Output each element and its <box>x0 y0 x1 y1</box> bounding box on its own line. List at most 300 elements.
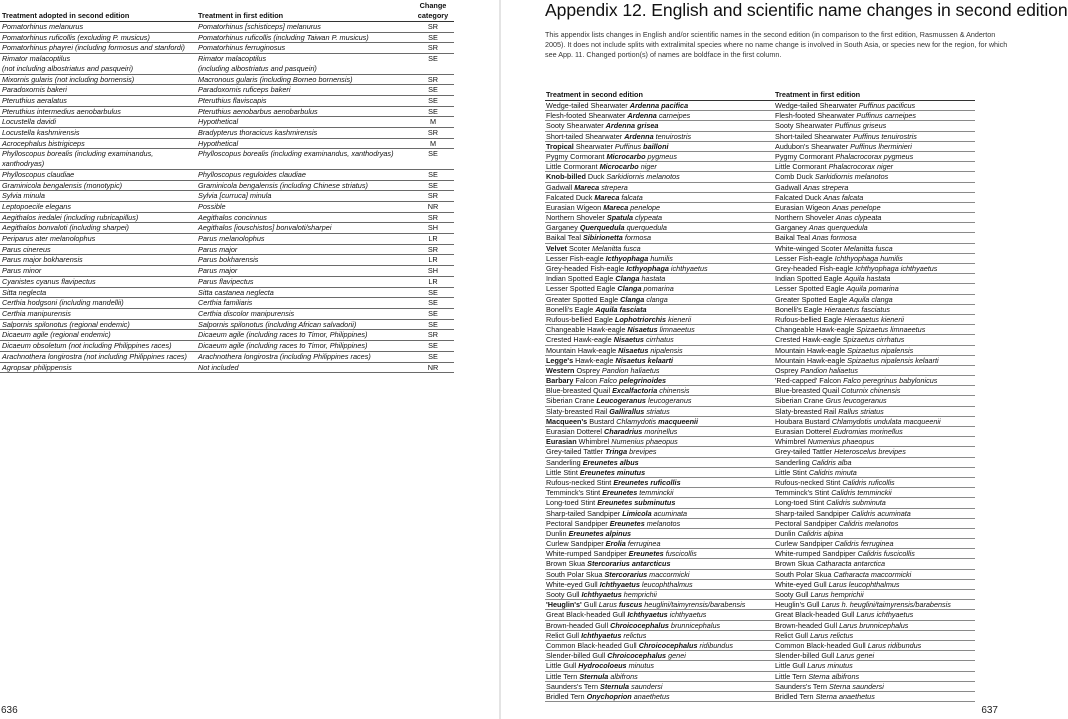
first-edition-cell <box>198 149 412 159</box>
name-segment: Anas clypeata <box>835 213 882 223</box>
second-edition-cell <box>546 172 680 181</box>
name-segment: Nisaetus <box>618 345 649 355</box>
first-edition-cell <box>775 539 894 548</box>
second-edition-name: Parus cinereus <box>2 244 51 254</box>
second-edition-cell <box>2 330 196 340</box>
first-edition-cell <box>198 309 412 319</box>
table-row <box>545 529 975 539</box>
header-first-edition: Treatment in first edition <box>775 90 861 99</box>
first-edition-name: Parus major <box>198 244 238 254</box>
name-segment: temminckii <box>637 488 674 498</box>
name-segment: Excalfactoria <box>612 386 658 396</box>
name-segment: Calidris acuminata <box>851 508 911 518</box>
name-segment: cirrhatus <box>643 335 674 345</box>
table-row <box>0 117 454 128</box>
second-edition-cell <box>2 352 196 362</box>
second-edition-cell <box>546 509 687 518</box>
second-edition-cell <box>2 320 196 330</box>
name-segment: Ardenna <box>624 131 654 141</box>
second-edition-name: Phylloscopus claudiae <box>2 169 75 179</box>
name-segment: Mountain Hawk-eagle <box>775 345 848 355</box>
name-segment: Anas strepera <box>803 182 849 192</box>
second-edition-name: Periparus ater melanolophus <box>2 234 96 244</box>
name-segment: Pygmy Cormorant <box>546 151 607 161</box>
first-edition-cell <box>775 559 885 568</box>
name-segment: pelegrinoides <box>618 376 667 386</box>
name-segment: Larus ichthyaetus <box>856 610 914 620</box>
table-row <box>545 244 975 254</box>
name-segment: Dunlin <box>775 528 798 538</box>
name-segment: Velvet <box>546 243 567 253</box>
table-row <box>0 33 454 44</box>
second-edition-cell <box>2 298 196 308</box>
change-category: SR <box>427 191 439 201</box>
table-row <box>545 468 975 478</box>
table-row <box>545 692 975 702</box>
change-category: SE <box>428 341 438 351</box>
first-edition-name: (including albostriatus and pasqueiri) <box>198 63 317 73</box>
first-edition-cell <box>775 672 859 681</box>
name-segment: Comb Duck <box>775 172 815 182</box>
table-row <box>0 139 454 150</box>
table-row <box>545 335 975 345</box>
name-segment: Grey-headed Fish-eagle <box>775 264 856 273</box>
name-segment: chinensis <box>657 386 690 396</box>
second-edition-name: Certhia hodgsoni (including mandellii) <box>2 298 124 308</box>
first-edition-cell <box>198 128 412 138</box>
second-edition-cell <box>546 692 670 701</box>
second-edition-cell <box>546 233 651 242</box>
name-segment: Catharacta antarctica <box>816 559 886 569</box>
name-segment: Greater Spotted Eagle <box>775 294 850 304</box>
second-edition-name: Dicaeum agile (regional endemic) <box>2 330 111 340</box>
second-edition-name: Agropsar philippensis <box>2 362 72 372</box>
name-segment: clypeata <box>633 213 663 223</box>
name-segment: Greater Spotted Eagle <box>546 294 621 304</box>
first-edition-name: Certhia discolor manipurensis <box>198 308 295 318</box>
name-segment: White-rumped Sandpiper <box>775 549 858 559</box>
name-segment: Scoter <box>566 243 592 253</box>
first-edition-cell <box>775 488 892 497</box>
name-segment: hemprichii <box>621 590 657 599</box>
first-edition-cell <box>775 570 911 579</box>
first-edition-cell <box>775 305 890 314</box>
change-category: SE <box>428 54 438 64</box>
first-edition-name: Dicaeum agile (including races to Timor, Philippines) <box>198 341 368 351</box>
name-segment: Falco <box>599 376 619 386</box>
first-edition-cell <box>775 142 912 151</box>
name-segment: Falcated Duck <box>546 192 595 202</box>
name-segment: maccormicki <box>647 569 690 579</box>
second-edition-cell <box>2 277 196 287</box>
name-segment: Calidris ferruginea <box>834 539 894 549</box>
name-segment: Calidris alba <box>811 457 852 467</box>
name-segment: Saunders's Tern <box>775 681 830 691</box>
second-edition-cell <box>546 559 671 568</box>
table-row <box>545 580 975 590</box>
table-row <box>0 266 454 277</box>
table-row <box>0 320 454 331</box>
table-row <box>545 641 975 651</box>
second-edition-cell <box>2 202 196 212</box>
table-row <box>545 172 975 182</box>
name-segment: Larus h. heuglini/taimyrensis/barabensis <box>821 600 951 610</box>
name-segment: morinellus <box>642 427 678 436</box>
name-segment: penelope <box>628 202 661 212</box>
table-row <box>545 407 975 417</box>
change-category: SE <box>428 319 438 329</box>
first-edition-cell <box>775 132 917 141</box>
first-edition-cell <box>198 117 412 127</box>
first-edition-cell <box>775 223 868 232</box>
second-edition-cell <box>546 284 674 293</box>
second-edition-cell <box>546 335 674 344</box>
table-row <box>545 346 975 356</box>
first-edition-cell <box>775 509 911 518</box>
first-edition-cell <box>775 366 858 375</box>
name-segment: Sooty Shearwater <box>775 121 835 131</box>
second-edition-cell <box>546 539 660 548</box>
name-segment: Gallirallus <box>609 406 645 416</box>
header-change-category: Change category <box>417 1 449 20</box>
table-row <box>545 458 975 468</box>
table-row <box>545 590 975 600</box>
first-edition-name: Paradoxornis ruficeps bakeri <box>198 85 291 95</box>
name-segment: macqueenii <box>658 416 699 426</box>
name-segment: Sterna saundersi <box>829 681 884 691</box>
name-segment: Falcated Duck <box>775 192 824 202</box>
second-edition-cell <box>546 305 647 314</box>
second-edition-cell <box>546 651 686 660</box>
first-edition-cell <box>198 75 412 85</box>
table-row <box>545 488 975 498</box>
name-segment: Knob-billed <box>546 172 586 182</box>
page-number: 636 <box>1 705 18 716</box>
table-row <box>545 396 975 406</box>
name-segment: Icthyophaga <box>605 253 649 263</box>
name-segment: Hieraaetus kienerii <box>843 314 904 324</box>
second-edition-name: Aegithalos bonvaloti (including sharpei) <box>2 223 129 233</box>
first-edition-name: Hypothetical <box>198 117 239 127</box>
second-edition-cell <box>546 244 641 253</box>
first-edition-cell <box>775 447 906 456</box>
table-row <box>545 539 975 549</box>
table-row <box>545 386 975 396</box>
name-segment: White-eyed Gull <box>775 579 829 589</box>
name-segment: Flesh-footed Shearwater <box>546 111 628 121</box>
second-edition-cell <box>546 478 681 487</box>
second-edition-cell <box>2 234 196 244</box>
name-segment: Puffinus tenuirostris <box>853 131 917 141</box>
first-edition-name: Phylloscopus reguloides claudiae <box>198 169 306 179</box>
table-row <box>545 417 975 427</box>
name-segment: falcata <box>619 192 643 202</box>
first-edition-cell <box>775 346 913 355</box>
name-segment: Sternula <box>600 681 630 691</box>
name-segment: albifrons <box>608 671 638 681</box>
change-category: M <box>429 117 437 127</box>
table-row <box>545 132 975 142</box>
second-edition-cell <box>546 672 638 681</box>
first-edition-cell <box>198 245 412 255</box>
table-row <box>0 202 454 213</box>
table-row <box>545 672 975 682</box>
name-segment: brunnicephalus <box>668 620 721 630</box>
second-edition-cell <box>546 396 691 405</box>
name-segment: fuscus <box>618 600 643 610</box>
first-edition-name: Pomatorhinus ruficollis (including Taiwan P. musicus) <box>198 32 369 42</box>
name-segment: nipalensis <box>648 345 683 355</box>
name-segment: Western <box>546 365 575 375</box>
name-segment: Ichthyaetus <box>581 590 622 599</box>
first-edition-name: Phylloscopus borealis (including examinandus, xanthodryas) <box>198 149 394 159</box>
first-edition-name: Certhia familiaris <box>198 298 253 308</box>
second-edition-cell <box>546 152 677 161</box>
name-segment: Sooty Gull <box>546 590 582 599</box>
name-segment: Baikal Teal <box>546 233 583 243</box>
name-segment: Little Stint <box>775 467 809 477</box>
second-edition-cell <box>546 356 673 365</box>
table-row <box>0 245 454 256</box>
first-edition-cell <box>775 203 881 212</box>
name-segment: Numenius phaeopus <box>611 437 678 447</box>
second-edition-cell <box>2 54 196 73</box>
table-row <box>545 559 975 569</box>
table-row <box>545 162 975 172</box>
change-category: SE <box>428 149 438 159</box>
name-segment: Little Gull <box>546 661 579 671</box>
name-segment: Bonelli's Eagle <box>546 304 596 314</box>
name-segment: Northern Shoveler <box>546 213 607 223</box>
name-segment: Whimbrel <box>576 437 612 447</box>
second-edition-cell <box>546 366 660 375</box>
name-segment: Anas formosa <box>811 233 857 243</box>
second-edition-cell <box>2 245 196 255</box>
name-segment: Rufous-bellied Eagle <box>546 314 615 324</box>
name-segment: Grey-headed Fish-eagle <box>546 264 627 273</box>
table-row <box>545 223 975 233</box>
change-category: SR <box>427 128 439 138</box>
second-edition-cell <box>2 181 196 191</box>
first-edition-cell <box>198 234 412 244</box>
first-edition-cell <box>198 255 412 265</box>
second-edition-cell <box>546 142 669 151</box>
header-second-edition: Treatment adopted in second edition <box>2 11 130 20</box>
second-edition-name: (not including albostriatus and pasqueiri) <box>2 63 134 73</box>
first-edition-cell <box>775 264 937 273</box>
name-segment: Calidris minuta <box>808 467 857 477</box>
name-segment: White-winged Scoter <box>775 243 844 253</box>
first-edition-cell <box>198 202 412 212</box>
name-segment: Clanga <box>615 274 640 284</box>
table-row <box>0 288 454 299</box>
table-row <box>545 305 975 315</box>
name-segment: Little Tern <box>546 671 580 681</box>
name-segment: Lesser Spotted Eagle <box>546 284 618 294</box>
name-segment: Ichthyophaga humilis <box>834 253 903 263</box>
second-edition-name: Acrocephalus bistrigiceps <box>2 138 85 148</box>
second-edition-cell <box>546 213 662 222</box>
second-edition-cell <box>2 107 196 117</box>
second-edition-name: Pomatorhinus phayrei (including formosus and stanfordi) <box>2 43 185 53</box>
second-edition-name: Leptopoecile elegans <box>2 201 71 211</box>
second-edition-name: Pomatorhinus melanurus <box>2 22 84 31</box>
first-edition-cell <box>198 298 412 308</box>
table-row <box>545 498 975 508</box>
name-segment: Little Tern <box>775 671 809 681</box>
name-segment: Garganey <box>775 223 809 233</box>
name-segment: Larus <box>598 600 619 610</box>
name-segment: Dunlin <box>546 528 569 538</box>
name-segment: Larus ridibundus <box>867 640 922 650</box>
name-segment: kienerii <box>666 314 692 324</box>
second-edition-cell <box>2 288 196 298</box>
first-edition-cell <box>775 274 890 283</box>
name-segment: Eurasian Wigeon <box>546 202 604 212</box>
table-row <box>0 309 454 320</box>
table-row <box>545 651 975 661</box>
name-segment: Barbary <box>546 376 574 386</box>
table-row <box>0 96 454 107</box>
comparison-table-left <box>0 0 454 373</box>
name-segment: Anas falcata <box>823 192 864 202</box>
second-edition-cell <box>2 223 196 233</box>
name-segment: 'Red-capped' Falcon <box>775 376 844 386</box>
second-edition-name: Parus major bokharensis <box>2 255 83 265</box>
table-row <box>0 341 454 352</box>
name-segment: Brown Skua <box>775 559 817 569</box>
table-row <box>545 356 975 366</box>
name-segment: Anas querquedula <box>808 223 868 233</box>
first-edition-name: Pteruthius flaviscapis <box>198 95 267 105</box>
change-category: LR <box>428 276 438 286</box>
name-segment: Sterna anaethetus <box>815 691 875 701</box>
name-segment: Puffinus carneipes <box>856 111 917 121</box>
first-edition-cell <box>775 468 857 477</box>
name-segment: Common Black-headed Gull <box>546 640 639 650</box>
name-segment: Ardenna pacifica <box>629 101 689 110</box>
name-segment: Querquedula <box>579 223 625 233</box>
first-edition-cell <box>775 437 874 446</box>
change-category: SR <box>427 212 439 222</box>
name-segment: anaethetus <box>631 691 670 701</box>
name-segment: Shearwater <box>573 141 615 151</box>
name-segment: Ardenna <box>627 111 657 121</box>
name-segment: strepera <box>599 182 628 192</box>
name-segment: Rufous-necked Stint <box>546 477 614 487</box>
name-segment: acuminata <box>651 508 688 518</box>
appendix-intro: This appendix lists changes in English and/or scientific names in the second edition (in comparison to the first edition, Rasmussen & Anderton 2005). It does not include splits with extralimital species where no name change is involved in South Asia, or species new for the region, for which see App. 11. Changed portion(s) of names are boldface in the first column. <box>545 30 1008 59</box>
name-segment: Blue-breasted Quail <box>775 386 842 396</box>
name-segment: Eurasian Wigeon <box>775 202 833 212</box>
second-edition-cell <box>2 363 196 373</box>
second-edition-cell <box>2 266 196 276</box>
change-category: SH <box>427 266 439 276</box>
first-edition-name: Parus major <box>198 266 238 276</box>
second-edition-cell <box>546 468 645 477</box>
table-row <box>545 366 975 376</box>
second-edition-name: Pomatorhinus ruficollis (excluding P. musicus) <box>2 32 150 42</box>
second-edition-cell <box>546 193 643 202</box>
first-edition-cell <box>198 320 412 330</box>
table-row <box>0 170 454 181</box>
name-segment: Northern Shoveler <box>775 213 836 223</box>
second-edition-cell <box>546 590 657 599</box>
table-header <box>0 0 454 22</box>
name-segment: saundersi <box>629 681 663 691</box>
header-second-edition: Treatment in second edition <box>546 90 643 99</box>
name-segment: Catharacta maccormicki <box>833 569 912 579</box>
table-row <box>545 295 975 305</box>
name-segment: Ichthyaetus <box>581 630 622 640</box>
first-edition-cell <box>775 101 915 110</box>
table-row <box>545 376 975 386</box>
first-edition-cell <box>775 478 895 487</box>
name-segment: Brown Skua <box>546 559 588 569</box>
first-edition-cell <box>198 181 412 191</box>
name-segment: Nisaetus <box>613 335 644 345</box>
name-segment: Ereunetes <box>602 488 638 498</box>
second-edition-cell <box>546 610 706 619</box>
name-segment: Rallus striatus <box>838 406 884 416</box>
name-segment: Pectoral Sandpiper <box>546 518 610 528</box>
name-segment: Siberian Crane <box>546 396 597 406</box>
first-edition-name: Bradypterus thoracicus kashmirensis <box>198 128 318 138</box>
second-edition-cell <box>2 85 196 95</box>
name-segment: Charadrius <box>604 427 643 436</box>
name-segment: Calidris melanotos <box>838 518 899 528</box>
name-segment: Sharp-tailed Sandpiper <box>546 508 623 518</box>
change-category: SE <box>428 308 438 318</box>
name-segment: Eurasian Dotterel <box>775 427 834 436</box>
first-edition-name: Pomatorhinus [schisticeps] melanurus <box>198 22 321 31</box>
second-edition-cell <box>546 427 677 436</box>
first-edition-cell <box>775 183 848 192</box>
change-category: SE <box>428 287 438 297</box>
name-segment: formosa <box>622 233 652 243</box>
name-segment: Ereunetes ruficollis <box>613 477 681 487</box>
name-segment: Chroicocephalus <box>610 620 669 630</box>
second-edition-name: Dicaeum obsoletum (not including Philippines races) <box>2 341 172 351</box>
first-edition-cell <box>775 244 893 253</box>
name-segment: Long-toed Stint <box>775 498 827 508</box>
second-edition-cell <box>546 407 670 416</box>
name-segment: Falcon <box>573 376 600 386</box>
name-segment: Calidris subminuta <box>826 498 886 508</box>
first-edition-cell <box>775 386 900 395</box>
name-segment: Larus relictus <box>810 630 854 640</box>
name-segment: Melanitta fusca <box>843 243 893 253</box>
second-edition-cell <box>2 341 196 351</box>
table-row <box>545 101 975 111</box>
name-segment: Ichthyaetus <box>627 610 668 620</box>
name-segment: Tropical <box>546 141 574 151</box>
name-segment: melanotos <box>644 518 681 528</box>
first-edition-name: Parus melanolophus <box>198 234 265 244</box>
first-edition-cell <box>775 631 853 640</box>
change-category: SH <box>427 223 439 233</box>
right-page <box>501 0 1068 719</box>
change-category: SE <box>428 85 438 95</box>
first-edition-cell <box>775 519 898 528</box>
name-segment: Little Stint <box>546 467 580 477</box>
name-segment: Short-tailed Shearwater <box>775 131 854 141</box>
first-edition-cell <box>775 498 886 507</box>
name-segment: Lesser Fish-eagle <box>775 253 835 263</box>
name-segment: Puffinus lherminieri <box>850 141 912 151</box>
first-edition-cell <box>775 590 864 599</box>
table-row <box>0 223 454 234</box>
